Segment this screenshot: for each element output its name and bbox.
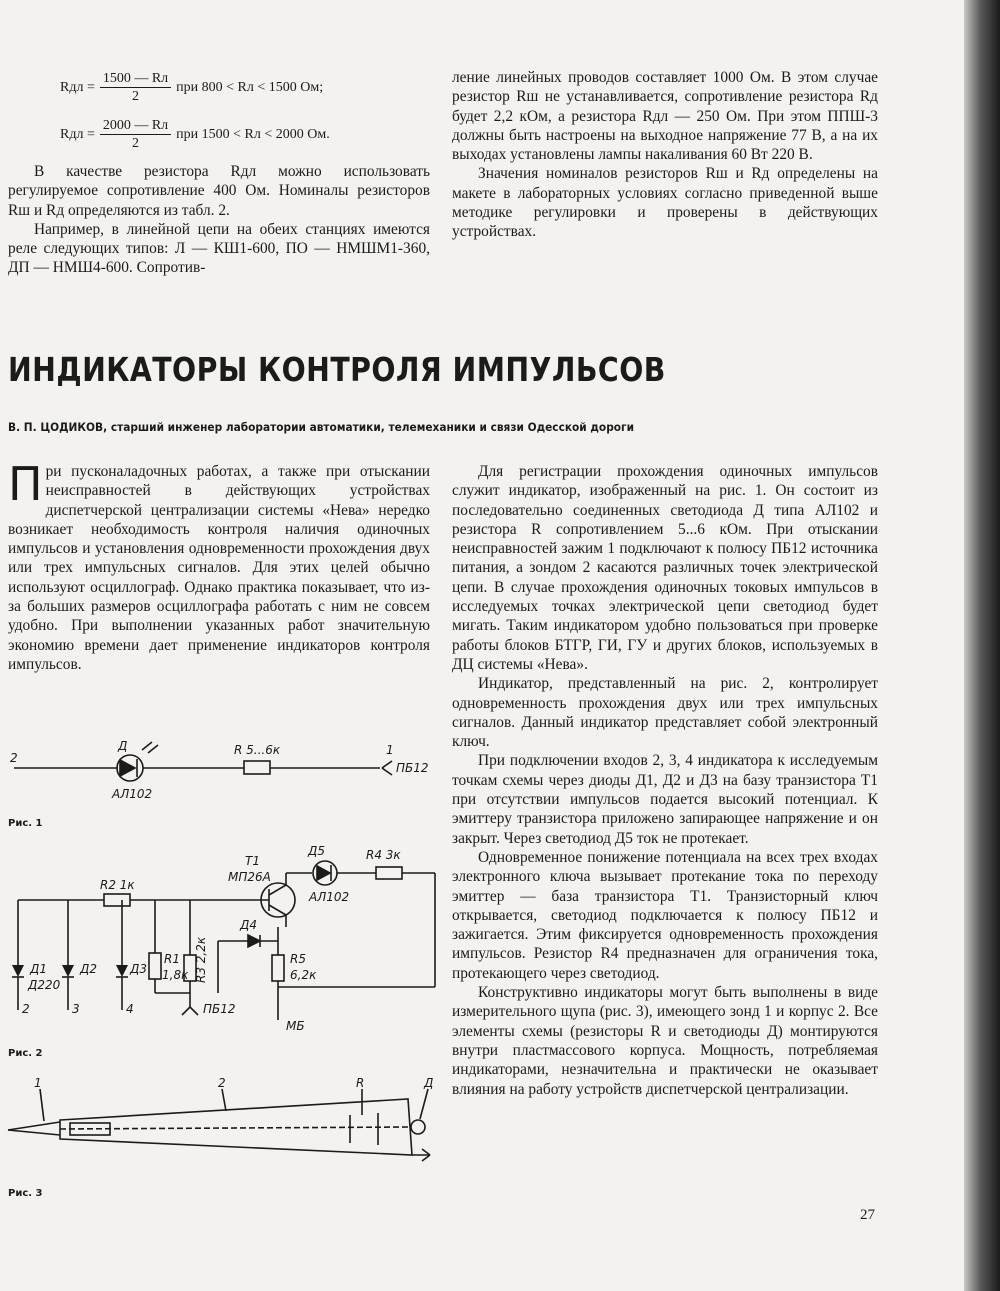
fig2-r1-label: R1 xyxy=(164,952,180,966)
formula-fraction xyxy=(100,117,171,152)
byline: В. П. ЦОДИКОВ, старший инженер лаборатории автоматики, телемеханики и связи Одесской дороги xyxy=(8,420,634,434)
fig2-r2-label: R2 1к xyxy=(100,878,135,892)
paragraph: ление линейных проводов составляет 1000 Ом. В этом случае резистор Rш не устанавливается, сопротивление резистора Rд будет 2,2 кОм, а резистора Rдл — 250 Ом. При этом ППШ-3 должны быть настроены на выходное напряжение 77 В, а на их выходах установлены лампы накаливания 60 Вт 220 В. xyxy=(452,69,878,164)
intro-text: ри пусконаладочных работах, а также при отыскании неисправностей в действующих устройствах диспетчерской централизации системы «Нева» нередко возникает необходимость контроля наличия одиночных импульсов и установления одновременности прохождения двух или трех импульсных сигналов. Для этих целей обычно используют осциллограф. Однако практика показывает, что из-за больших размеров осциллографа работать с ним не совсем удобно. При выполнении указанных работ значительную экономию времени дает применение индикаторов контроля импульсов. xyxy=(8,463,430,673)
paragraph: В качестве резистора Rдл можно использовать регулируемое сопротивление 400 Ом. Номиналы резисторов Rш и Rд определяются из табл. 2. xyxy=(8,163,430,219)
article-title: ИНДИКАТОРЫ КОНТРОЛЯ ИМПУЛЬСОВ xyxy=(8,350,666,389)
page-number: 27 xyxy=(860,1207,875,1223)
fig2-caption: Рис. 2 xyxy=(8,1048,43,1059)
fig3-resistor-label: R xyxy=(356,1076,365,1090)
figure-1-schematic xyxy=(0,728,440,808)
fig1-right-terminal: 1 xyxy=(386,743,394,757)
fig1-left-terminal: 2 xyxy=(10,751,18,765)
formula-numerator: 2000 — Rл xyxy=(100,117,171,135)
formula-1 xyxy=(60,70,323,105)
fig2-t1-type: МП26А xyxy=(228,870,271,884)
formula-condition: при 800 < Rл < 1500 Ом; xyxy=(176,79,324,95)
fig3-diode-label: Д xyxy=(424,1076,434,1090)
top-left-column xyxy=(8,162,430,278)
fig1-caption: Рис. 1 xyxy=(8,818,43,829)
top-right-column xyxy=(452,68,878,242)
right-column xyxy=(452,462,878,1099)
fig2-input-4: 4 xyxy=(126,1002,134,1016)
page-binding-shadow xyxy=(964,0,1000,1291)
figure-3-probe xyxy=(0,1075,445,1185)
paragraph: Значения номиналов резисторов Rш и Rд определены на макете в лабораторных условиях согласно приведенной выше методике регулировки и проверены в действующих устройствах. xyxy=(452,165,878,241)
fig2-d1-label: Д1 xyxy=(30,962,48,976)
formula-2 xyxy=(60,117,330,152)
fig2-t1-label: Т1 xyxy=(245,854,260,868)
drop-cap: П xyxy=(8,457,43,511)
paragraph: Например, в линейной цепи на обеих станциях имеются реле следующих типов: Л — КШ1-600, ПО — НМШМ1-360, ДП — НМШ4-600. Сопротив- xyxy=(8,220,430,277)
fig1-resistor-label: R 5...6к xyxy=(234,743,281,757)
intro-paragraph xyxy=(8,457,430,674)
fig2-input-3: 3 xyxy=(72,1002,80,1016)
fig1-supply-label: ПБ12 xyxy=(396,761,429,775)
fig2-d3-label: Д3 xyxy=(130,962,148,976)
fig2-r5-label: R5 xyxy=(290,952,306,966)
fig3-probe-label: 1 xyxy=(34,1076,42,1090)
fig2-r5-value: 6,2к xyxy=(290,968,317,982)
formula-numerator: 1500 — Rл xyxy=(100,70,171,88)
fig2-mb-label: МБ xyxy=(286,1019,305,1033)
paragraph: Одновременное понижение потенциала на всех трех входах электронного ключа вызывает протекание тока по переходу эмиттер — база транзистора Т1. Транзисторный ключ открывается, светодиод подключается к полюсу ПБ12 и зажигается. Этим фиксируется одновременность прохождения импульсов. Резистор R4 предназначен для ограничения тока, протекающего через светодиод. xyxy=(452,848,878,982)
fig2-d5-type: АЛ102 xyxy=(309,890,350,904)
intro-column xyxy=(8,457,430,674)
fig2-d4-label: Д4 xyxy=(240,918,258,932)
fig2-input-2: 2 xyxy=(22,1002,30,1016)
formula-condition: при 1500 < Rл < 2000 Ом. xyxy=(176,126,330,142)
formula-denominator: 2 xyxy=(132,136,139,151)
formula-fraction xyxy=(100,70,171,105)
fig2-d1-type: Д220 xyxy=(28,978,61,992)
formula-denominator: 2 xyxy=(132,89,139,104)
fig1-diode-type: АЛ102 xyxy=(112,787,153,801)
formula-lhs: Rдл = xyxy=(60,126,95,142)
fig1-diode-label: Д xyxy=(118,739,128,753)
fig2-d2-label: Д2 xyxy=(80,962,98,976)
paragraph: Конструктивно индикаторы могут быть выполнены в виде измерительного щупа (рис. 3), имеющего зонд 1 и корпус 2. Все элементы схемы (резисторы R и светодиоды Д) монтируются внутри пластмассового корпуса. Мощность, потребляемая индикаторами, незначительна и практически не оказывает влияния на работу устройств диспетчерской централизации. xyxy=(452,984,878,1098)
paragraph: Индикатор, представленный на рис. 2, контролирует одновременность прохождения двух или трех импульсных сигналов. Данный индикатор представляет собой электронный ключ. xyxy=(452,675,878,751)
fig2-r3-label: R3 2,2к xyxy=(194,936,208,983)
paragraph: Для регистрации прохождения одиночных импульсов служит индикатор, изображенный на рис. 1. Он состоит из последовательно соединенных светодиода Д типа АЛ102 и резистора R сопротивлением 5...6 кОм. При отыскании неисправностей зажим 1 подключают к полюсу ПБ12 источника питания, а зондом 2 касаются различных точек электрической цепи. В случае прохождения одиночных токовых импульсов в исследуемых точках электрической цепи светодиод будет мигать. Таким индикатором удобно пользоваться при проверке работы блоков БТГР, ГИ, ГУ и других блоков, используемых в ДЦ системы «Нева». xyxy=(452,463,878,673)
fig2-r1-value: 1,8к xyxy=(162,968,189,982)
fig2-r4-label: R4 3к xyxy=(366,848,401,862)
fig2-d5-label: Д5 xyxy=(308,845,326,858)
formula-lhs: Rдл = xyxy=(60,79,95,95)
paragraph: При подключении входов 2, 3, 4 индикатора к исследуемым точкам схемы через диоды Д1, Д2 и Д3 на базу транзистора Т1 при отсутствии импульсов подается высокий потенциал. К эмиттеру транзистора приложено запирающее напряжение и он закрыт. Через светодиод Д5 ток не протекает. xyxy=(452,752,878,847)
fig3-body-label: 2 xyxy=(218,1076,226,1090)
fig3-caption: Рис. 3 xyxy=(8,1188,43,1199)
fig2-pb12-label: ПБ12 xyxy=(203,1002,236,1016)
figure-2-schematic xyxy=(0,845,445,1045)
